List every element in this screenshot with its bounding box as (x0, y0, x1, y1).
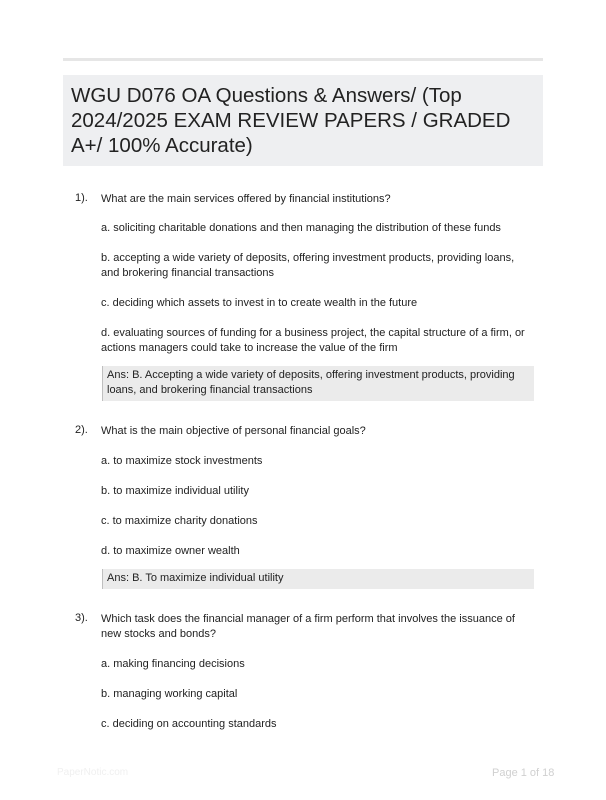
question-3-text: Which task does the financial manager of a firm perform that involves the issuance of new stocks and bonds? (101, 613, 515, 640)
page-indicator: Page 1 of 18 (492, 767, 555, 779)
question-2-option-d: d. to maximize owner wealth (101, 545, 240, 557)
footer-watermark: PaperNotic.com (57, 767, 129, 778)
question-1-option-b: b. accepting a wide variety of deposits, offering investment products, providing loans, and brokering financial transactions (101, 252, 515, 279)
top-divider (63, 58, 543, 61)
question-3-option-c: c. deciding on accounting standards (101, 718, 277, 730)
question-2-text: What is the main objective of personal financial goals? (101, 425, 366, 437)
question-2-option-c: c. to maximize charity donations (101, 515, 258, 527)
question-2-answer: Ans: B. To maximize individual utility (102, 569, 534, 589)
question-3-option-b: b. managing working capital (101, 688, 238, 700)
question-1-option-a: a. soliciting charitable donations and then managing the distribution of these funds (101, 222, 501, 234)
question-3-number: 3). (75, 612, 88, 624)
question-2-option-a: a. to maximize stock investments (101, 455, 263, 467)
document-title: WGU D076 OA Questions & Answers/ (Top 2024/2025 EXAM REVIEW PAPERS / GRADED A+/ 100% Accurate) (71, 84, 511, 157)
question-1-answer: Ans: B. Accepting a wide variety of deposits, offering investment products, providing loans, and brokering financial transactions (102, 366, 534, 401)
question-1-option-d: d. evaluating sources of funding for a business project, the capital structure of a firm, or actions managers could take to increase the value of the firm (101, 327, 525, 354)
question-2-number: 2). (75, 424, 88, 436)
question-1-number: 1). (75, 192, 88, 204)
question-1-option-c: c. deciding which assets to invest in to create wealth in the future (101, 297, 418, 309)
title-banner (63, 75, 543, 166)
question-2-option-b: b. to maximize individual utility (101, 485, 249, 497)
question-1-text: What are the main services offered by financial institutions? (101, 193, 391, 205)
question-3-option-a: a. making financing decisions (101, 658, 245, 670)
